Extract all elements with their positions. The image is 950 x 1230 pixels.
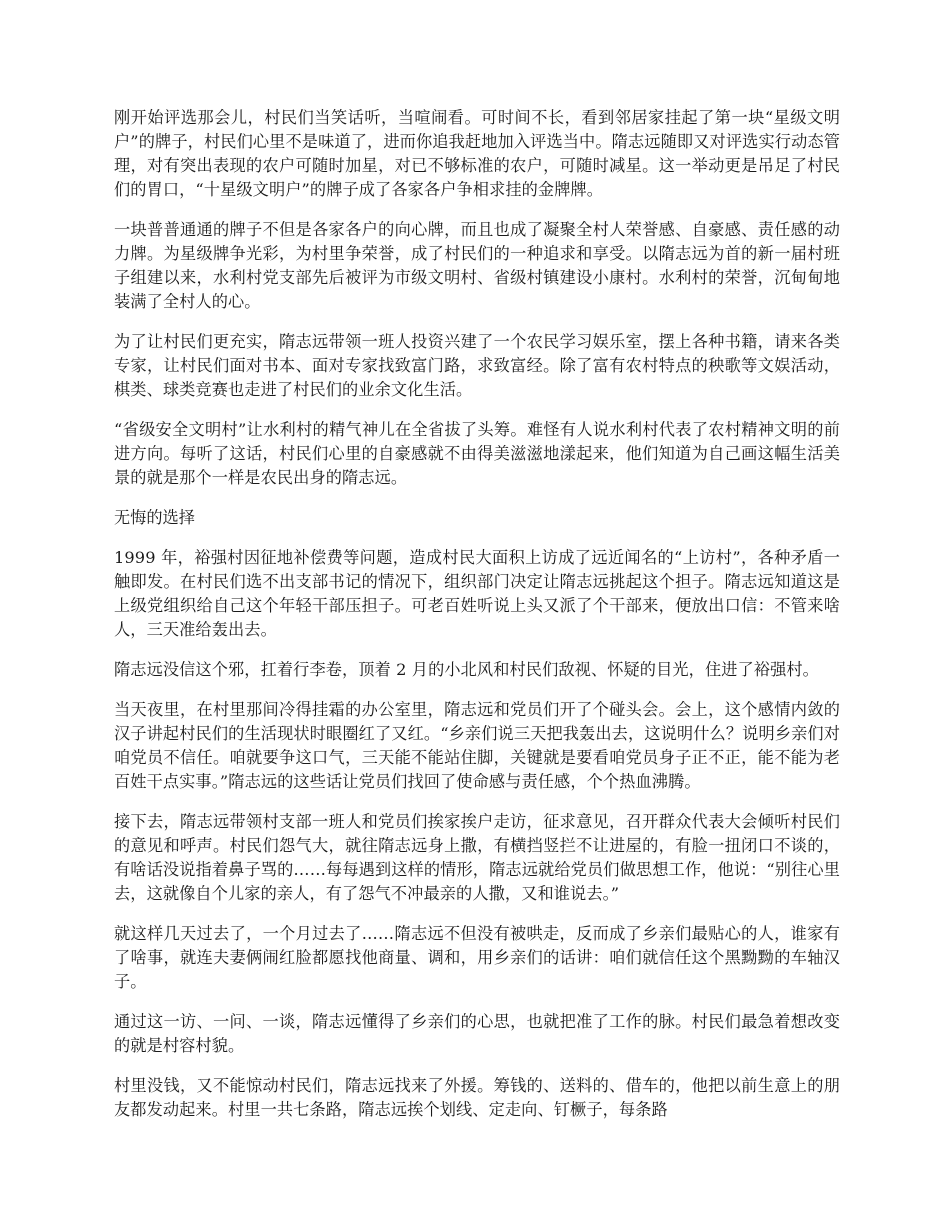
paragraph-3: 为了让村民们更充实，隋志远带领一班人投资兴建了一个农民学习娱乐室，摆上各种书籍，请来各类专家，让村民们面对书本、面对专家找致富门路，求致富经。除了富有农村特点的秧歌等文娱活动，棋类、球类竞赛也走进了村民们的业余文化生活。 [114,332,840,399]
paragraph-6: 隋志远没信这个邪，扛着行李卷，顶着 2 月的小北风和村民们敌视、怀疑的目光，住进了裕强村。 [114,660,819,679]
paragraph-9: 就这样几天过去了，一个月过去了……隋志远不但没有被哄走，反而成了乡亲们最贴心的人，谁家有了啥事，就连夫妻俩闹红脸都愿找他商量、调和，用乡亲们的话讲：咱们就信任这个黑黝黝的车轴汉子。 [114,924,840,991]
paragraph-1: 刚开始评选那会儿，村民们当笑话听，当喧闹看。可时间不长，看到邻居家挂起了第一块“星级文明户”的牌子，村民们心里不是味道了，进而你追我赶地加入评选当中。隋志远随即又对评选实行动态管理，对有突出表现的农户可随时加星，对已不够标准的农户，可随时减星。这一举动更是吊足了村民们的胃口，“十星级文明户”的牌子成了各家各户争相求挂的金牌牌。 [114,108,840,199]
paragraph-2: 一块普普通通的牌子不但是各家各户的向心牌，而且也成了凝聚全村人荣誉感、自豪感、责任感的动力牌。为星级牌争光彩，为村里争荣誉，成了村民们的一种追求和享受。以隋志远为首的新一届村班子组建以来，水利村党支部先后被评为市级文明村、省级村镇建设小康村。水利村的荣誉，沉甸甸地装满了全村人的心。 [114,220,840,311]
section-heading: 无悔的选择 [114,508,195,527]
paragraph-7: 当天夜里，在村里那间冷得挂霜的办公室里，隋志远和党员们开了个碰头会。会上，这个感情内敛的汉子讲起村民们的生活现状时眼圈红了又红。“乡亲们说三天把我轰出去，这说明什么？说明乡亲们对咱党员不信任。咱就要争这口气，三天能不能站住脚，关键就是要看咱党员身子正不正，能不能为老百姓干点实事。”隋志远的这些话让党员们找回了使命感与责任感，个个热血沸腾。 [114,700,840,791]
paragraph-10: 通过这一访、一问、一谈，隋志远懂得了乡亲们的心思，也就把准了工作的脉。村民们最急着想改变的就是村容村貌。 [114,1012,840,1055]
paragraph-8: 接下去，隋志远带领村支部一班人和党员们挨家挨户走访，征求意见，召开群众代表大会倾听村民们的意见和呼声。村民们怨气大，就往隋志远身上撒，有横挡竖拦不让进屋的，有脸一扭闭口不谈的，有啥话没说指着鼻子骂的……每每遇到这样的情形，隋志远就给党员们做思想工作，他说：“别往心里去，这就像自个儿家的亲人，有了怨气不冲最亲的人撒，又和谁说去。” [114,812,840,903]
paragraph-4: “省级安全文明村”让水利村的精气神儿在全省拔了头筹。难怪有人说水利村代表了农村精神文明的前进方向。每听了这话，村民们心里的自豪感就不由得美滋滋地漾起来，他们知道为自己画这幅生活美景的就是那个一样是农民出身的隋志远。 [114,420,840,487]
document-body [114,106,840,1138]
paragraph-5: 1999 年，裕强村因征地补偿费等问题，造成村民大面积上访成了远近闻名的“上访村”，各种矛盾一触即发。在村民们选不出支部书记的情况下，组织部门决定让隋志远挑起这个担子。隋志远知道这是上级党组织给自己这个年轻干部压担子。可老百姓听说上头又派了个干部来，便放出口信：不管来啥人，三天准给轰出去。 [114,548,840,639]
paragraph-11: 村里没钱，又不能惊动村民们，隋志远找来了外援。筹钱的、送料的、借车的，他把以前生意上的朋友都发动起来。村里一共七条路，隋志远挨个划线、定走向、钉橛子，每条路 [114,1076,840,1119]
